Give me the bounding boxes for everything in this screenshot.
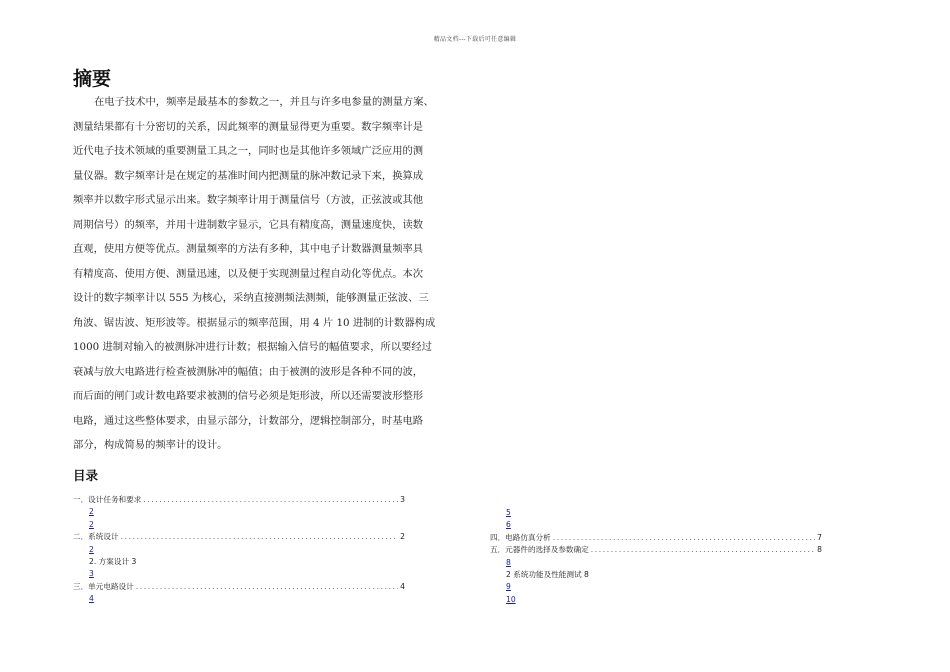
abstract-line: 在电子技术中，频率是最基本的参数之一，并且与许多电参量的测量方案、 <box>94 96 434 108</box>
toc-page-number: 2 <box>400 532 405 542</box>
toc-left-column <box>73 494 405 606</box>
toc-sub-entry <box>73 593 405 605</box>
toc-leader-dots <box>553 532 815 544</box>
toc-sub-entry <box>73 519 405 531</box>
abstract-line: 有精度高、使用方便、测量迅速，以及便于实现测量过程自动化等优点。本次 <box>73 267 424 280</box>
toc-entry-component-selection[interactable] <box>490 544 822 556</box>
toc-entry-circuit-simulation[interactable] <box>490 532 822 544</box>
toc-sub-entry <box>490 581 822 593</box>
toc-link[interactable]: 10 <box>506 594 516 604</box>
toc-page-number: 4 <box>400 581 405 591</box>
toc-link[interactable]: 6 <box>506 520 511 530</box>
toc-sub-entry <box>73 506 405 518</box>
abstract-line: 角波、锯齿波、矩形波等。根据显示的频率范围，用 4 片 10 进制的计数器构成 <box>73 316 436 329</box>
page-header-note: 精品文档---下载后可任意编辑 <box>433 36 517 43</box>
abstract-line: 电路，通过这些整体要求，由显示部分，计数部分，逻辑控制部分，时基电路 <box>73 414 424 427</box>
toc-right-column <box>490 507 822 606</box>
abstract-line: 周期信号）的频率，并用十进制数字显示，它具有精度高，测量速度快，读数 <box>73 218 424 231</box>
toc-leader-dots <box>591 544 815 556</box>
toc-sub-entry <box>490 519 822 531</box>
toc-sub-entry <box>490 557 822 569</box>
abstract-line: 直观，使用方便等优点。测量频率的方法有多种，其中电子计数器测量频率具 <box>73 243 424 255</box>
toc-page-number: 8 <box>817 545 822 555</box>
toc-link[interactable]: 5 <box>506 508 511 517</box>
abstract-line: 而后面的闸门或计数电路要求被测的信号必须是矩形波，所以还需要波形整形 <box>73 390 424 402</box>
toc-sub-entry <box>73 568 405 580</box>
toc-sub-entry <box>490 594 822 606</box>
toc-leader-dots <box>136 581 398 593</box>
toc-entry-label: 二．系统设计 <box>73 532 119 542</box>
toc-link[interactable]: 9 <box>506 582 511 592</box>
toc-link[interactable]: 2 <box>89 507 94 517</box>
toc-leader-dots <box>143 494 398 506</box>
toc-page-number: 7 <box>817 532 822 542</box>
toc-leader-dots <box>121 531 399 543</box>
toc-link[interactable]: 3 <box>89 569 94 579</box>
abstract-body <box>73 90 463 458</box>
toc-link[interactable]: 2 <box>89 519 94 529</box>
abstract-line: 量仪器。数字频率计是在规定的基准时间内把测量的脉冲数记录下来，换算成 <box>73 169 424 182</box>
abstract-line: 部分，构成简易的频率计的设计。 <box>73 439 228 451</box>
abstract-line: 衰减与放大电路进行检查被测脉冲的幅值；由于被测的波形是各种不同的波， <box>73 365 424 378</box>
toc-entry-label: 一．设计任务和要求 <box>73 495 142 504</box>
toc-entry-design-task[interactable] <box>73 494 405 506</box>
toc-sub-entry-scheme-design: 2. 方案设计 3 <box>89 556 137 566</box>
toc-entry-system-design[interactable] <box>73 531 405 543</box>
toc-entry-label: 五．元器件的选择及参数确定 <box>490 545 589 555</box>
toc-sub-entry <box>73 544 405 556</box>
toc-link[interactable]: 4 <box>89 594 94 604</box>
abstract-line: 近代电子技术领域的重要测量工具之一，同时也是其他许多领域广泛应用的测 <box>73 145 424 157</box>
abstract-line: 测量结果都有十分密切的关系，因此频率的测量显得更为重要。数字频率计是 <box>73 120 424 133</box>
abstract-title: 摘要 <box>73 68 112 90</box>
toc-page-number: 3 <box>400 495 405 504</box>
toc-link[interactable]: 2 <box>89 544 94 554</box>
abstract-line: 设计的数字频率计以 555 为核心，采纳直接测频法测频，能够测量正弦波、三 <box>73 292 429 304</box>
toc-entry-label: 三．单元电路设计 <box>73 581 134 591</box>
toc-sub-entry-function-test: 2 系统功能及性能测试 8 <box>506 569 589 579</box>
toc-link[interactable]: 8 <box>506 557 511 567</box>
toc-sub-entry <box>490 507 822 519</box>
abstract-line: 频率并以数字形式显示出来。数字频率计用于测量信号（方波，正弦波或其他 <box>73 194 424 206</box>
toc-title: 目录 <box>73 468 99 483</box>
toc-entry-label: 四．电路仿真分析 <box>490 532 551 542</box>
abstract-line: 1000 进制对输入的被测脉冲进行计数；根据输入信号的幅值要求，所以要经过 <box>73 341 432 353</box>
toc-entry-unit-circuit[interactable] <box>73 581 405 593</box>
